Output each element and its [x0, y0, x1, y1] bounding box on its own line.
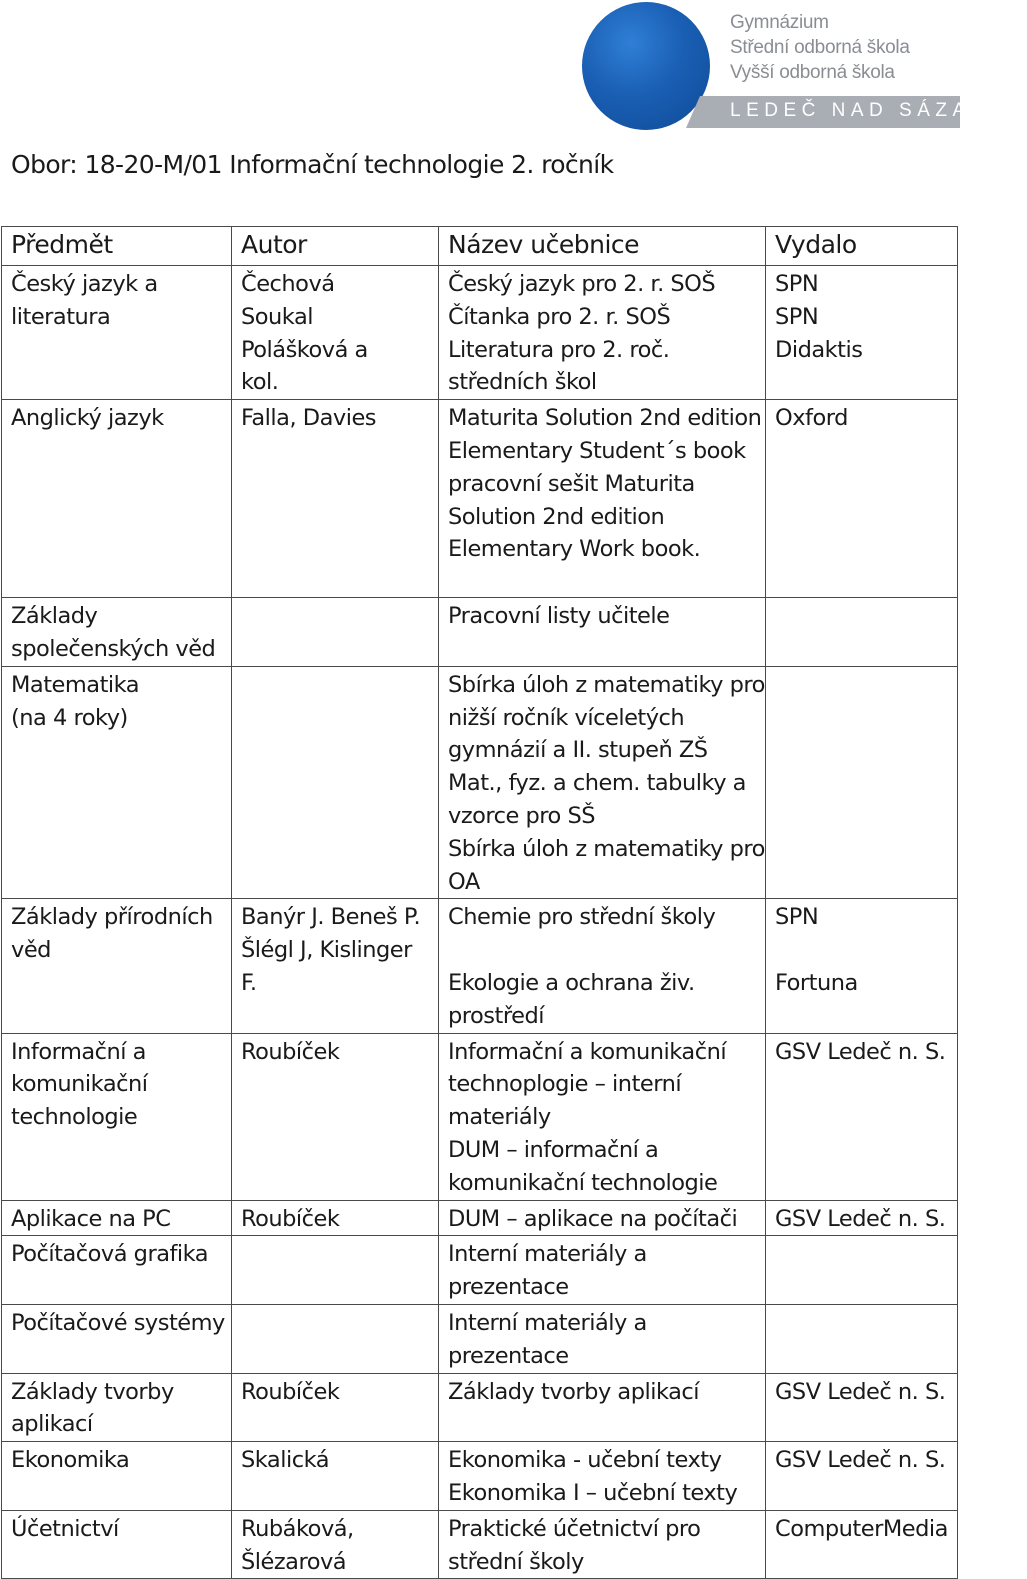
cell-author [232, 1510, 439, 1579]
cell-line: Sbírka úloh z matematiky pro [448, 671, 765, 698]
cell-line: Banýr J. Beneš P. [241, 904, 421, 931]
cell-author [232, 266, 439, 400]
cell-subject [2, 400, 232, 598]
cell-line: komunikační technologie [448, 1169, 718, 1196]
cell-subject [2, 1442, 232, 1511]
cell-line: Chemie pro střední školy [448, 904, 716, 931]
table-row [2, 899, 958, 1033]
table-row [2, 1200, 958, 1236]
column-header-subject: Předmět [2, 227, 232, 266]
cell-line: Základy [11, 603, 98, 630]
cell-line: Skalická [241, 1447, 329, 1474]
page-header [0, 0, 1027, 140]
table-row [2, 1442, 958, 1511]
cell-publisher [766, 1033, 958, 1200]
cell-line: technoplogie – interní [448, 1071, 682, 1098]
cell-line: DUM – aplikace na počítači [448, 1205, 738, 1232]
cell-line: Informační a komunikační [448, 1038, 727, 1065]
cell-spacer [448, 934, 759, 967]
cell-line: společenských věd [11, 635, 216, 662]
cell-publisher [766, 266, 958, 400]
cell-line: Ekonomika - učební texty [448, 1447, 722, 1474]
cell-line: Oxford [775, 405, 848, 432]
cell-author [232, 1033, 439, 1200]
cell-line: Ekonomika I – učební texty [448, 1479, 738, 1506]
cell-subject [2, 1033, 232, 1200]
cell-line: Počítačová grafika [11, 1241, 209, 1268]
cell-publisher [766, 1442, 958, 1511]
cell-line: Účetnictví [11, 1515, 119, 1542]
cell-title [439, 1033, 766, 1200]
cell-line: Ekologie a ochrana živ. [448, 969, 695, 996]
cell-line: Rubáková, [241, 1515, 354, 1542]
cell-line: materiály [448, 1104, 551, 1131]
cell-line: Polášková a [241, 336, 368, 363]
cell-line: prezentace [448, 1342, 569, 1369]
cell-line: DUM – informační a [448, 1136, 659, 1163]
cell-line: ComputerMedia [775, 1515, 948, 1542]
cell-line: F. [241, 969, 257, 996]
cell-title [439, 899, 766, 1033]
cell-line: Český jazyk pro 2. r. SOŠ [448, 271, 716, 297]
cell-line: SPN [775, 904, 819, 931]
cell-spacer [775, 934, 951, 967]
cell-publisher [766, 1510, 958, 1579]
cell-line: Čechová [241, 271, 335, 297]
cell-line: Počítačové systémy [11, 1309, 225, 1336]
cell-line: Roubíček [241, 1038, 340, 1065]
cell-line: komunikační [11, 1071, 148, 1098]
school-name [730, 10, 910, 85]
cell-line: Čítanka pro 2. r. SOŠ [448, 303, 671, 330]
cell-line: aplikací [11, 1411, 93, 1438]
table-row [2, 1510, 958, 1579]
cell-line: nižší ročník víceletých [448, 704, 685, 731]
cell-line: GSV Ledeč n. S. [775, 1205, 946, 1232]
cell-line: Základy tvorby aplikací [448, 1378, 700, 1405]
column-header-publisher: Vydalo [766, 227, 958, 266]
cell-publisher [766, 1373, 958, 1442]
cell-line: Základy tvorby [11, 1378, 174, 1405]
cell-title [439, 1442, 766, 1511]
cell-line: Matematika [11, 671, 140, 698]
textbook-table [1, 226, 958, 1579]
cell-publisher [766, 1200, 958, 1236]
cell-title [439, 1373, 766, 1442]
school-name-line: Střední odborná škola [730, 37, 910, 58]
cell-line: Sbírka úloh z matematiky pro [448, 835, 765, 862]
cell-publisher [766, 598, 958, 667]
cell-line: prostředí [448, 1002, 544, 1029]
school-name-line: Vyšší odborná škola [730, 62, 895, 83]
cell-line: Šlézarová [241, 1548, 347, 1575]
cell-author [232, 899, 439, 1033]
cell-line: GSV Ledeč n. S. [775, 1378, 946, 1405]
cell-author [232, 666, 439, 899]
cell-line: Pracovní listy učitele [448, 603, 670, 630]
cell-line: vzorce pro SŠ [448, 802, 596, 829]
cell-line: kol. [241, 369, 279, 396]
cell-line: Ekonomika [11, 1447, 130, 1474]
cell-line: Základy přírodních [11, 904, 213, 931]
cell-line: GSV Ledeč n. S. [775, 1447, 946, 1474]
table-body [2, 266, 958, 1579]
cell-line: SPN [775, 303, 819, 330]
cell-subject [2, 899, 232, 1033]
cell-title [439, 1510, 766, 1579]
cell-line: Didaktis [775, 336, 863, 363]
cell-subject [2, 598, 232, 667]
cell-publisher [766, 1304, 958, 1373]
cell-title [439, 400, 766, 598]
cell-line: GSV Ledeč n. S. [775, 1038, 946, 1065]
cell-line: literatura [11, 303, 111, 330]
column-header-author: Autor [232, 227, 439, 266]
page-title: Obor: 18-20-M/01 Informační technologie 2. ročník [11, 150, 614, 179]
cell-publisher [766, 400, 958, 598]
cell-subject [2, 1373, 232, 1442]
cell-publisher [766, 899, 958, 1033]
cell-line: Informační a [11, 1038, 146, 1065]
cell-title [439, 1200, 766, 1236]
cell-line: technologie [11, 1104, 138, 1131]
cell-line: (na 4 roky) [11, 704, 128, 731]
cell-title [439, 598, 766, 667]
cell-line: gymnázií a II. stupeň ZŠ [448, 737, 708, 764]
table-row [2, 1236, 958, 1305]
cell-subject [2, 1510, 232, 1579]
cell-line: Solution 2nd edition [448, 503, 665, 530]
cell-line: střední školy [448, 1548, 584, 1575]
school-city: LEDEČ NAD SÁZAVOU [730, 100, 1027, 121]
cell-line: Interní materiály a [448, 1241, 647, 1268]
cell-subject [2, 1200, 232, 1236]
cell-author [232, 598, 439, 667]
cell-author [232, 1200, 439, 1236]
cell-author [232, 1304, 439, 1373]
cell-line: Anglický jazyk [11, 405, 164, 432]
cell-author [232, 400, 439, 598]
table-row [2, 1373, 958, 1442]
cell-line: Interní materiály a [448, 1309, 647, 1336]
cell-author [232, 1373, 439, 1442]
cell-line: Roubíček [241, 1378, 340, 1405]
cell-line: Elementary Student´s book [448, 437, 746, 464]
table-header-row [2, 227, 958, 266]
table-row [2, 400, 958, 598]
cell-line: OA [448, 868, 480, 895]
column-header-title: Název učebnice [439, 227, 766, 266]
cell-line: Roubíček [241, 1205, 340, 1232]
cell-line: Elementary Work book. [448, 536, 701, 563]
cell-publisher [766, 666, 958, 899]
table-row [2, 1304, 958, 1373]
school-city-bar [700, 96, 1027, 128]
table-row [2, 1033, 958, 1200]
cell-line: Soukal [241, 303, 313, 330]
cell-line: Falla, Davies [241, 405, 377, 432]
cell-line: Aplikace na PC [11, 1205, 171, 1232]
cell-line: Maturita Solution 2nd edition [448, 405, 762, 432]
cell-line: pracovní sešit Maturita [448, 470, 695, 497]
table-row [2, 266, 958, 400]
cell-subject [2, 1304, 232, 1373]
cell-title [439, 266, 766, 400]
cell-line: Mat., fyz. a chem. tabulky a [448, 770, 746, 797]
table-row [2, 598, 958, 667]
table-row [2, 666, 958, 899]
cell-subject [2, 666, 232, 899]
cell-author [232, 1442, 439, 1511]
cell-line: prezentace [448, 1274, 569, 1301]
cell-line: středních škol [448, 369, 597, 396]
cell-line: SPN [775, 271, 819, 297]
cell-publisher [766, 1236, 958, 1305]
cell-subject [2, 266, 232, 400]
cell-line: Český jazyk a [11, 271, 158, 297]
cell-title [439, 666, 766, 899]
cell-subject [2, 1236, 232, 1305]
cell-line: Šlégl J, Kislinger [241, 937, 412, 964]
cell-title [439, 1304, 766, 1373]
cell-line: věd [11, 937, 51, 964]
cell-line: Fortuna [775, 969, 858, 996]
cell-author [232, 1236, 439, 1305]
cell-line: Praktické účetnictví pro [448, 1515, 701, 1542]
school-name-line: Gymnázium [730, 12, 829, 33]
cell-title [439, 1236, 766, 1305]
cell-line: Literatura pro 2. roč. [448, 336, 670, 363]
